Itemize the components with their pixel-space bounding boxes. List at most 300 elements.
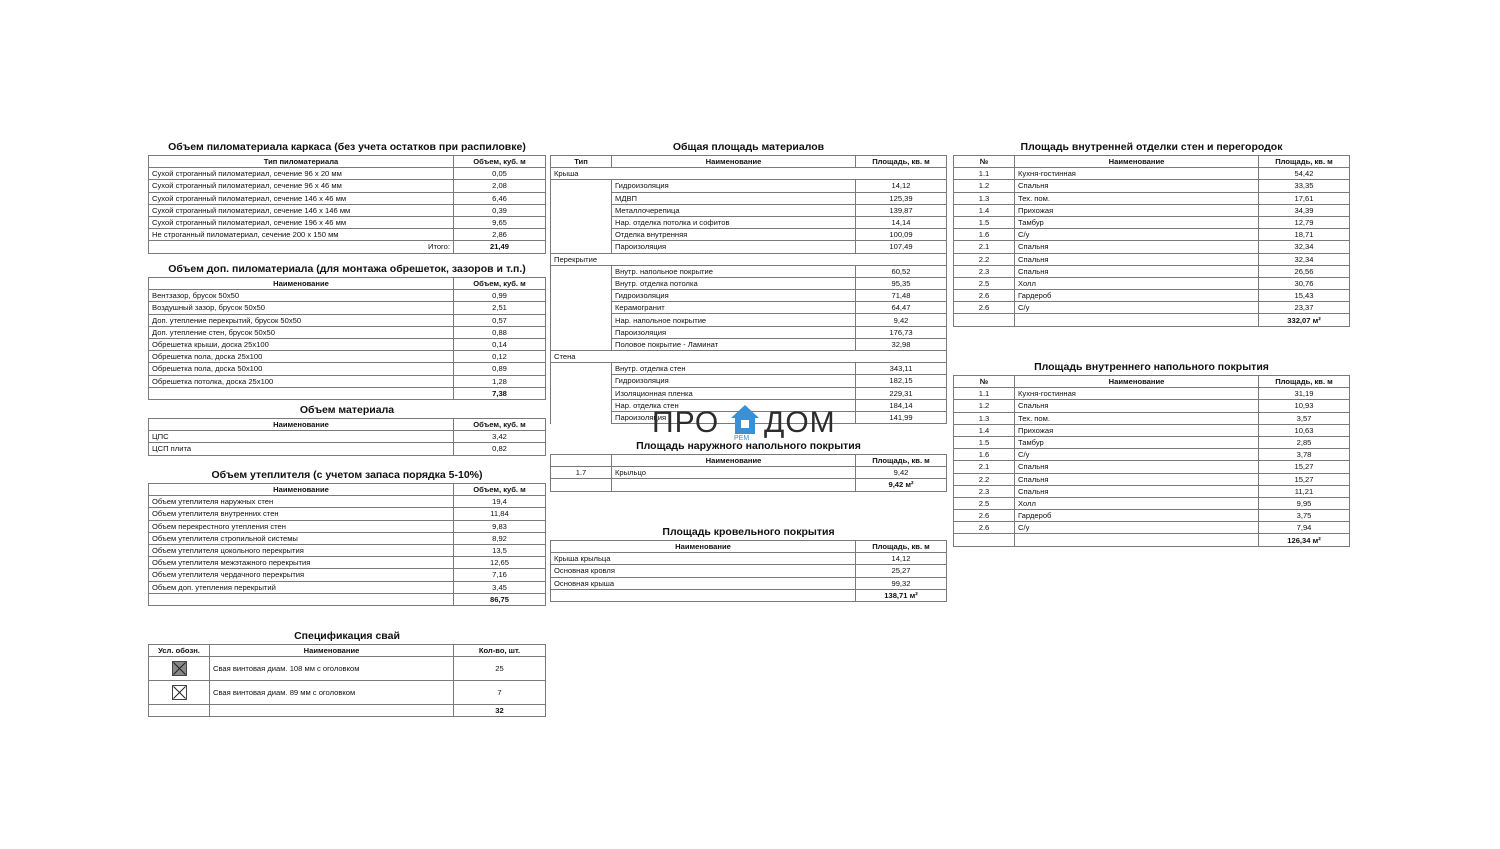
row-value: 9,83: [454, 520, 546, 532]
row-value: 99,32: [856, 577, 947, 589]
table-row: [551, 387, 947, 399]
column-header-number: №: [954, 156, 1015, 168]
table-row: [551, 180, 947, 192]
table-row: [551, 363, 947, 375]
piles-spec-section: [148, 630, 546, 717]
group-type-label: Стена: [551, 351, 947, 363]
pile-name: Свая винтовая диам. 108 мм с оголовком: [210, 657, 454, 681]
total-row: [954, 534, 1350, 546]
row-name: МДВП: [612, 192, 856, 204]
column-header-name: Наименование: [149, 419, 454, 431]
row-name: Нар. отделка стен: [612, 399, 856, 411]
column-header-lumber-type: Тип пиломатериала: [149, 156, 454, 168]
row-number: 2.1: [954, 461, 1015, 473]
row-value: 54,42: [1259, 168, 1350, 180]
row-name: Нар. отделка потолка и софитов: [612, 216, 856, 228]
total-value: 21,49: [454, 241, 546, 253]
column-header-area: Площадь, кв. м: [856, 455, 947, 467]
table-row: [149, 338, 546, 350]
row-value: 100,09: [856, 229, 947, 241]
table-row: [954, 216, 1350, 228]
row-value: 184,14: [856, 399, 947, 411]
row-value: 0,82: [454, 443, 546, 455]
group-spacer-cell: [551, 314, 612, 326]
row-value: 0,57: [454, 314, 546, 326]
row-value: 3,45: [454, 581, 546, 593]
total-label: [612, 479, 856, 491]
column-header-volume: Объем, куб. м: [454, 278, 546, 290]
table-row: [551, 290, 947, 302]
row-number: 1.7: [551, 467, 612, 479]
column-header-volume: Объем, куб. м: [454, 156, 546, 168]
table-row: [149, 326, 546, 338]
row-value: 25,27: [856, 565, 947, 577]
column-header-number: [551, 455, 612, 467]
row-value: 12,65: [454, 557, 546, 569]
row-value: 12,79: [1259, 216, 1350, 228]
group-header-row: [551, 168, 947, 180]
row-name: Кухня-гостинная: [1015, 388, 1259, 400]
pile-89-symbol-icon: [172, 685, 187, 700]
table-row: [551, 314, 947, 326]
table-body: [149, 168, 546, 241]
row-name: Спальня: [1015, 253, 1259, 265]
row-number: 2.3: [954, 485, 1015, 497]
table-row: [551, 338, 947, 350]
table-row: [149, 168, 546, 180]
row-number: 1.1: [954, 168, 1015, 180]
row-value: 19,4: [454, 496, 546, 508]
row-name: Объем утеплителя цокольного перекрытия: [149, 544, 454, 556]
row-number: 1.4: [954, 204, 1015, 216]
row-name: Сухой строганный пиломатериал, сечение 196 х 46 мм: [149, 216, 454, 228]
row-value: 182,15: [856, 375, 947, 387]
group-spacer-cell: [551, 302, 612, 314]
interior-floor-area-table: [953, 375, 1350, 547]
table-row: [954, 265, 1350, 277]
table-row: [551, 326, 947, 338]
table-row: [149, 544, 546, 556]
table-row: [954, 253, 1350, 265]
row-name: Объем утеплителя внутренних стен: [149, 508, 454, 520]
column-header-area: Площадь, кв. м: [1259, 156, 1350, 168]
row-value: 2,51: [454, 302, 546, 314]
interior-walls-area-table: [953, 155, 1350, 327]
row-name: Обрешетка пола, доска 50х100: [149, 363, 454, 375]
row-name: С/у: [1015, 449, 1259, 461]
row-name: Внутр. отделка потолка: [612, 277, 856, 289]
table-body: [954, 168, 1350, 314]
table-row: [149, 532, 546, 544]
table-row: [954, 168, 1350, 180]
total-row: [551, 479, 947, 491]
row-value: 2,86: [454, 229, 546, 241]
row-value: 8,92: [454, 532, 546, 544]
row-value: 23,37: [1259, 302, 1350, 314]
table-row: [954, 204, 1350, 216]
interior-walls-area-title: Площадь внутренней отделки стен и перегородок: [1020, 141, 1283, 153]
table-row: [551, 204, 947, 216]
row-name: Тамбур: [1015, 216, 1259, 228]
total-label: [1015, 534, 1259, 546]
row-value: 3,42: [454, 431, 546, 443]
total-row: [551, 589, 947, 601]
row-value: 15,27: [1259, 461, 1350, 473]
group-spacer-cell: [551, 375, 612, 387]
row-name: Внутр. напольное покрытие: [612, 265, 856, 277]
row-name: Прихожая: [1015, 204, 1259, 216]
interior-walls-area-section: [953, 141, 1350, 327]
row-value: 139,87: [856, 204, 947, 216]
table-row: [551, 229, 947, 241]
row-value: 0,88: [454, 326, 546, 338]
table-row: [149, 581, 546, 593]
row-name: Основная кровля: [551, 565, 856, 577]
row-name: Тех. пом.: [1015, 192, 1259, 204]
row-name: Сухой строганный пиломатериал, сечение 146 х 146 мм: [149, 204, 454, 216]
total-label: Итого:: [149, 241, 454, 253]
row-name: Вентзазор, брусок 50х50: [149, 290, 454, 302]
row-number: 1.5: [954, 436, 1015, 448]
table-row: [149, 192, 546, 204]
extra-lumber-section: [148, 263, 546, 400]
table-row: [149, 351, 546, 363]
row-name: ЦПС: [149, 431, 454, 443]
table-row: [954, 290, 1350, 302]
row-value: 3,75: [1259, 510, 1350, 522]
watermark-small-text: PEM: [734, 435, 750, 442]
table-row: [551, 577, 947, 589]
table-row: [551, 565, 947, 577]
row-name: Спальня: [1015, 485, 1259, 497]
row-number: 1.4: [954, 424, 1015, 436]
row-name: Воздушный зазор, брусок 50х50: [149, 302, 454, 314]
row-value: 141,99: [856, 411, 947, 423]
row-name: Пароизоляция: [612, 241, 856, 253]
total-empty-cell: [149, 705, 210, 717]
pile-count: 25: [454, 657, 546, 681]
row-name: Тех. пом.: [1015, 412, 1259, 424]
row-value: 71,48: [856, 290, 947, 302]
materials-area-table: [550, 155, 947, 424]
table-row: [954, 510, 1350, 522]
table-body: [551, 553, 947, 590]
table-row: [149, 363, 546, 375]
watermark-left-text: ПРО: [652, 406, 720, 439]
group-spacer-cell: [551, 265, 612, 277]
table-row: [954, 180, 1350, 192]
group-spacer-cell: [551, 326, 612, 338]
total-label: [149, 387, 454, 399]
group-spacer-cell: [551, 229, 612, 241]
material-volume-section: [148, 404, 546, 456]
row-name: Гардероб: [1015, 290, 1259, 302]
group-spacer-cell: [551, 387, 612, 399]
row-name: Спальня: [1015, 180, 1259, 192]
group-spacer-cell: [551, 363, 612, 375]
row-name: Спальня: [1015, 241, 1259, 253]
table-row: [954, 436, 1350, 448]
row-name: Объем утеплителя стропильной системы: [149, 532, 454, 544]
row-name: Обрешетка пола, доска 25х100: [149, 351, 454, 363]
column-header-symbol: Усл. обозн.: [149, 645, 210, 657]
row-number: 2.1: [954, 241, 1015, 253]
row-name: С/у: [1015, 302, 1259, 314]
row-value: 64,47: [856, 302, 947, 314]
total-row: [954, 314, 1350, 326]
total-row: [149, 387, 546, 399]
row-value: 11,84: [454, 508, 546, 520]
row-name: Обрешетка потолка, доска 25х100: [149, 375, 454, 387]
total-row: [149, 241, 546, 253]
total-empty-cell: [954, 314, 1015, 326]
row-name: Сухой строганный пиломатериал, сечение 96 х 20 мм: [149, 168, 454, 180]
group-spacer-cell: [551, 192, 612, 204]
total-value: 9,42 м²: [856, 479, 947, 491]
row-name: Объем перекрестного утепления стен: [149, 520, 454, 532]
column-header-name: Наименование: [1015, 156, 1259, 168]
column-header-area: Площадь, кв. м: [1259, 376, 1350, 388]
table-row: [954, 388, 1350, 400]
outdoor-floor-table: [550, 454, 947, 492]
table-row: [149, 229, 546, 241]
total-empty-cell: [551, 479, 612, 491]
total-row: [149, 705, 546, 717]
table-row: [551, 467, 947, 479]
piles-spec-table: [148, 644, 546, 717]
column-header-number: №: [954, 376, 1015, 388]
row-value: 9,42: [856, 314, 947, 326]
row-name: С/у: [1015, 229, 1259, 241]
row-value: 7,16: [454, 569, 546, 581]
column-header-count: Кол-во, шт.: [454, 645, 546, 657]
pile-symbol-cell: [149, 681, 210, 705]
table-row: [149, 496, 546, 508]
row-value: 14,12: [856, 553, 947, 565]
table-row: [954, 485, 1350, 497]
row-value: 30,76: [1259, 277, 1350, 289]
row-value: 14,12: [856, 180, 947, 192]
table-body: [954, 388, 1350, 534]
row-name: Спальня: [1015, 400, 1259, 412]
row-name: Пароизоляция: [612, 326, 856, 338]
row-number: 2.5: [954, 277, 1015, 289]
row-value: 18,71: [1259, 229, 1350, 241]
table-row: [954, 192, 1350, 204]
row-number: 1.2: [954, 180, 1015, 192]
table-row: [149, 180, 546, 192]
material-volume-title: Объем материала: [299, 404, 395, 416]
group-header-row: [551, 253, 947, 265]
total-value: 332,07 м²: [1259, 314, 1350, 326]
row-value: 2,85: [1259, 436, 1350, 448]
lumber-frame-volume-title: Объем пиломатериала каркаса (без учета остатков при распиловке): [168, 141, 526, 153]
table-row: [149, 290, 546, 302]
row-name: Гидроизоляция: [612, 180, 856, 192]
table-row: [954, 400, 1350, 412]
table-row: [149, 681, 546, 705]
row-value: 0,89: [454, 363, 546, 375]
row-value: 7,94: [1259, 522, 1350, 534]
total-value: 126,34 м²: [1259, 534, 1350, 546]
row-value: 125,39: [856, 192, 947, 204]
pile-108-symbol-icon: [172, 661, 187, 676]
row-name: Основная крыша: [551, 577, 856, 589]
table-row: [149, 520, 546, 532]
row-number: 1.6: [954, 229, 1015, 241]
row-name: Кухня-гостинная: [1015, 168, 1259, 180]
row-name: Объем утеплителя чердачного перекрытия: [149, 569, 454, 581]
row-value: 0,05: [454, 168, 546, 180]
group-spacer-cell: [551, 216, 612, 228]
group-spacer-cell: [551, 411, 612, 423]
row-value: 11,21: [1259, 485, 1350, 497]
table-row: [954, 302, 1350, 314]
column-header-name: Наименование: [149, 484, 454, 496]
group-type-label: Крыша: [551, 168, 947, 180]
row-value: 26,56: [1259, 265, 1350, 277]
row-value: 176,73: [856, 326, 947, 338]
column-header-area: Площадь, кв. м: [856, 156, 947, 168]
row-value: 9,95: [1259, 497, 1350, 509]
row-value: 229,31: [856, 387, 947, 399]
column-header-volume: Объем, куб. м: [454, 484, 546, 496]
row-name: Гидроизоляция: [612, 375, 856, 387]
table-row: [954, 473, 1350, 485]
table-row: [551, 192, 947, 204]
total-label: [1015, 314, 1259, 326]
column-header-name: Наименование: [149, 278, 454, 290]
row-name: Холл: [1015, 497, 1259, 509]
group-spacer-cell: [551, 338, 612, 350]
row-value: 33,35: [1259, 180, 1350, 192]
row-value: 10,63: [1259, 424, 1350, 436]
row-value: 0,14: [454, 338, 546, 350]
row-value: 32,34: [1259, 241, 1350, 253]
row-value: 6,46: [454, 192, 546, 204]
table-body: [149, 290, 546, 388]
house-icon: [730, 404, 760, 436]
row-value: 95,35: [856, 277, 947, 289]
group-spacer-cell: [551, 180, 612, 192]
row-value: 107,49: [856, 241, 947, 253]
roofing-area-section: [550, 526, 947, 602]
lumber-frame-volume-section: [148, 141, 546, 254]
row-number: 2.2: [954, 473, 1015, 485]
total-label: [210, 705, 454, 717]
row-name: Внутр. отделка стен: [612, 363, 856, 375]
row-value: 3,78: [1259, 449, 1350, 461]
row-number: 2.6: [954, 522, 1015, 534]
table-row: [149, 569, 546, 581]
table-body: [149, 431, 546, 455]
table-row: [551, 277, 947, 289]
table-row: [954, 461, 1350, 473]
row-number: 1.6: [954, 449, 1015, 461]
row-number: 2.5: [954, 497, 1015, 509]
total-row: [149, 593, 546, 605]
row-number: 1.1: [954, 388, 1015, 400]
extra-lumber-table: [148, 277, 546, 400]
row-name: Крыльцо: [612, 467, 856, 479]
row-name: Изоляционная пленка: [612, 387, 856, 399]
row-value: 0,99: [454, 290, 546, 302]
row-name: Спальня: [1015, 473, 1259, 485]
total-empty-cell: [954, 534, 1015, 546]
insulation-volume-title: Объем утеплителя (с учетом запаса порядка 5-10%): [211, 469, 483, 481]
row-value: 17,61: [1259, 192, 1350, 204]
row-name: Металлочерепица: [612, 204, 856, 216]
table-row: [149, 443, 546, 455]
row-name: Сухой строганный пиломатериал, сечение 96 х 46 мм: [149, 180, 454, 192]
total-label: [551, 589, 856, 601]
row-name: Обрешетка крыши, доска 25х100: [149, 338, 454, 350]
row-name: Керамогранит: [612, 302, 856, 314]
materials-area-title: Общая площадь материалов: [672, 141, 825, 153]
table-row: [149, 431, 546, 443]
group-spacer-cell: [551, 290, 612, 302]
group-type-label: Перекрытие: [551, 253, 947, 265]
interior-floor-area-title: Площадь внутреннего напольного покрытия: [1034, 361, 1269, 373]
row-value: 9,65: [454, 216, 546, 228]
row-name: Не строганный пиломатериал, сечение 200 х 150 мм: [149, 229, 454, 241]
table-row: [149, 314, 546, 326]
column-header-type: Тип: [551, 156, 612, 168]
row-value: 15,43: [1259, 290, 1350, 302]
row-value: 9,42: [856, 467, 947, 479]
row-value: 2,08: [454, 180, 546, 192]
table-row: [954, 277, 1350, 289]
pile-name: Свая винтовая диам. 89 мм с оголовком: [210, 681, 454, 705]
table-row: [149, 508, 546, 520]
row-name: Гидроизоляция: [612, 290, 856, 302]
row-value: 13,5: [454, 544, 546, 556]
row-name: Половое покрытие - Ламинат: [612, 338, 856, 350]
materials-area-section: [550, 141, 947, 424]
row-value: 15,27: [1259, 473, 1350, 485]
row-name: Прихожая: [1015, 424, 1259, 436]
table-row: [149, 375, 546, 387]
row-value: 60,52: [856, 265, 947, 277]
table-row: [954, 229, 1350, 241]
piles-spec-title: Спецификация свай: [294, 630, 400, 642]
row-value: 14,14: [856, 216, 947, 228]
row-value: 34,39: [1259, 204, 1350, 216]
row-number: 2.3: [954, 265, 1015, 277]
row-number: 1.3: [954, 192, 1015, 204]
row-name: Крыша крыльца: [551, 553, 856, 565]
group-spacer-cell: [551, 241, 612, 253]
row-value: 32,98: [856, 338, 947, 350]
row-name: Холл: [1015, 277, 1259, 289]
row-name: Пароизоляция: [612, 411, 856, 423]
total-value: 32: [454, 705, 546, 717]
table-row: [551, 265, 947, 277]
total-label: [149, 593, 454, 605]
row-number: 1.3: [954, 412, 1015, 424]
watermark-right-text: ДОМ: [764, 406, 836, 439]
roofing-area-title: Площадь кровельного покрытия: [662, 526, 835, 538]
group-spacer-cell: [551, 277, 612, 289]
outdoor-floor-section: [550, 440, 947, 492]
table-row: [551, 553, 947, 565]
table-row: [149, 302, 546, 314]
row-name: Нар. напольное покрытие: [612, 314, 856, 326]
row-name: Спальня: [1015, 265, 1259, 277]
table-row: [551, 375, 947, 387]
row-number: 2.6: [954, 290, 1015, 302]
row-name: Объем утеплителя межэтажного перекрытия: [149, 557, 454, 569]
